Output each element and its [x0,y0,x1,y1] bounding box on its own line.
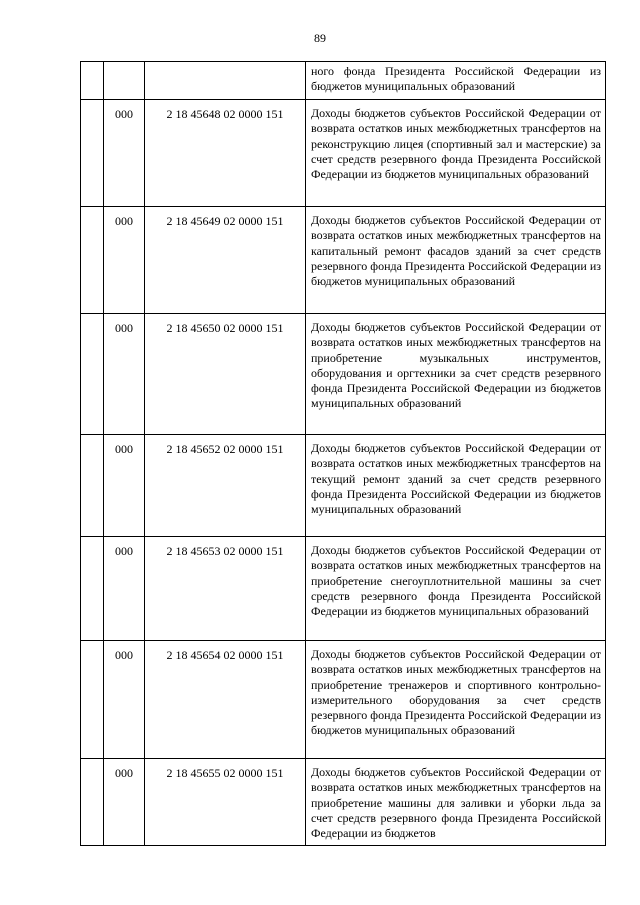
revenue-codes-table [80,61,606,846]
admin-code-cell [104,62,145,100]
admin-code-cell: 000 [104,641,145,759]
table-row [81,537,606,641]
empty-cell [81,537,104,641]
table-row [81,435,606,537]
budget-code-cell: 2 18 45653 02 0000 151 [145,537,306,641]
budget-code-cell: 2 18 45650 02 0000 151 [145,314,306,435]
table-row [81,100,606,207]
description-cell [306,314,606,435]
description-cell [306,207,606,314]
empty-cell [81,62,104,100]
admin-code-cell: 000 [104,314,145,435]
description-text: Доходы бюджетов субъектов Российской Федерации от возврата остатков иных межбюджетных трансфертов на реконструкцию лицея (спортивный зал и мастерские) за счет средств резервного фонда Президента Российской Федерации из бюджетов муниципальных образований [311,106,601,182]
description-cell [306,759,606,846]
description-text: Доходы бюджетов субъектов Российской Федерации от возврата остатков иных межбюджетных трансфертов на приобретение снегоуплотнительной машины за счет средств резервного фонда Президента Российской Федерации из бюджетов муниципальных образований [311,543,601,619]
empty-cell [81,207,104,314]
description-cell [306,62,606,100]
admin-code-cell: 000 [104,435,145,537]
admin-code-cell: 000 [104,100,145,207]
description-text: ного фонда Президента Российской Федерации из бюджетов муниципальных образований [311,64,601,94]
description-text: Доходы бюджетов субъектов Российской Федерации от возврата остатков иных межбюджетных трансфертов на приобретение музыкальных инструментов, оборудования и оргтехники за счет средств резервного фонда Президента Российской Федерации из бюджетов муниципальных образований [311,320,601,411]
empty-cell [81,641,104,759]
description-cell [306,641,606,759]
description-text: Доходы бюджетов субъектов Российской Федерации от возврата остатков иных межбюджетных трансфертов на капитальный ремонт фасадов зданий за счет средств резервного фонда Президента Российской Федерации из бюджетов муниципальных образований [311,213,601,289]
admin-code-cell: 000 [104,759,145,846]
budget-code-cell: 2 18 45648 02 0000 151 [145,100,306,207]
description-text: Доходы бюджетов субъектов Российской Федерации от возврата остатков иных межбюджетных трансфертов на текущий ремонт зданий за счет средств резервного фонда Президента Российской Федерации из бюджетов муниципальных образований [311,441,601,517]
description-cell [306,435,606,537]
budget-code-cell: 2 18 45649 02 0000 151 [145,207,306,314]
budget-code-cell: 2 18 45652 02 0000 151 [145,435,306,537]
budget-code-cell: 2 18 45654 02 0000 151 [145,641,306,759]
description-cell [306,100,606,207]
empty-cell [81,435,104,537]
budget-code-cell [145,62,306,100]
table-row [81,641,606,759]
empty-cell [81,100,104,207]
admin-code-cell: 000 [104,537,145,641]
page-number: 89 [314,31,326,45]
admin-code-cell: 000 [104,207,145,314]
empty-cell [81,759,104,846]
budget-code-cell: 2 18 45655 02 0000 151 [145,759,306,846]
description-text: Доходы бюджетов субъектов Российской Федерации от возврата остатков иных межбюджетных трансфертов на приобретение тренажеров и спортивного контрольно-измерительного оборудования за счет средств резервного фонда Президента Российской Федерации из бюджетов муниципальных образований [311,647,601,738]
table-row [81,759,606,846]
empty-cell [81,314,104,435]
table-row [81,314,606,435]
table-row [81,207,606,314]
description-cell [306,537,606,641]
table-row-continued [81,62,606,100]
description-text: Доходы бюджетов субъектов Российской Федерации от возврата остатков иных межбюджетных трансфертов на приобретение машины для заливки и уборки льда за счет средств резервного фонда Президента Российской Федерации из бюджетов [311,765,601,841]
